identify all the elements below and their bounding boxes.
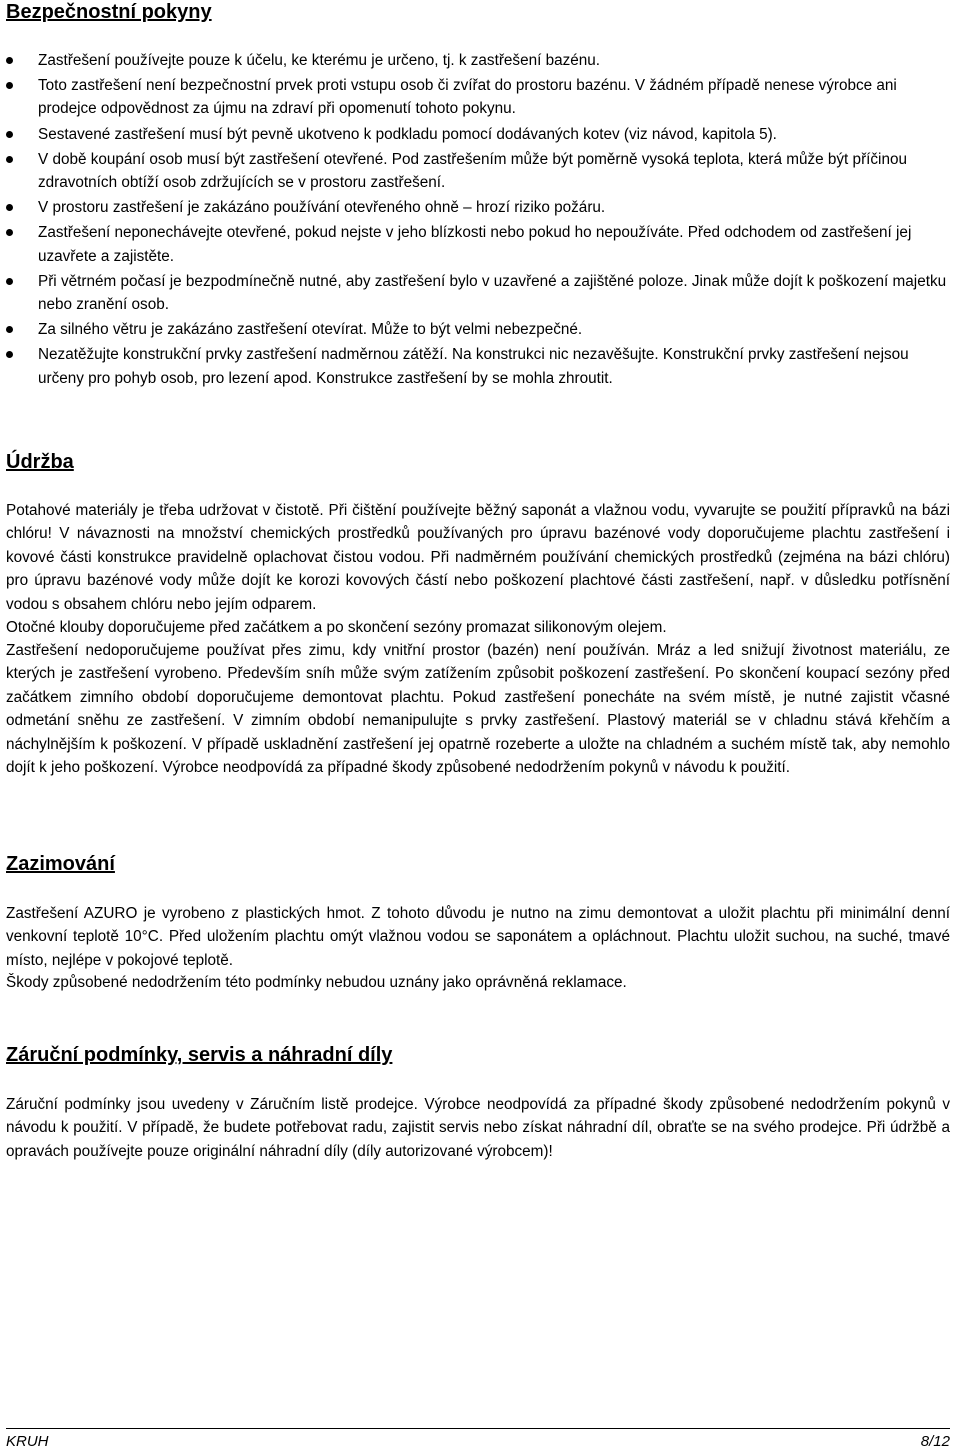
list-item [0,123,950,146]
safety-list [0,49,950,392]
winter-paragraph-claim: Škody způsobené nedodržením této podmínky nebudou uznány jako oprávněná reklamace. [6,974,627,991]
list-item-text: Sestavené zastřešení musí být pevně ukotveno k podkladu pomocí dodávaných kotev (viz návod, kapitola 5). [38,125,777,143]
list-item-text: Za silného větru je zakázáno zastřešení otevírat. Může to být velmi nebezpečné. [38,321,583,339]
list-item [0,49,950,72]
bullet-icon [6,156,13,163]
bullet-icon [6,82,13,89]
list-item [0,148,950,194]
list-item [0,318,950,341]
footer-page-number: 8/12 [920,1433,950,1450]
footer-divider [6,1428,950,1429]
safety-heading: Bezpečnostní pokyny [6,1,212,23]
warranty-heading: Záruční podmínky, servis a náhradní díly [6,1044,393,1066]
maintenance-heading: Údržba [6,451,74,473]
maintenance-paragraph: Potahové materiály je třeba udržovat v čistotě. Při čištění používejte běžný saponát a vlažnou vodu, vyvarujte se použití přípravků na bázi chlóru! V návaznosti na množství chemických prostředků používaných pro úpravu bazénové vody doporučujeme plachtu zastřešení i kovové části konstrukce pravidelně oplachovat čistou vodou. Při nadměrném používání chemických prostředků (zejména na bázi chlóru) pro úpravu bazénové vody může dojít ke korozi kovových částí nebo poškození plachtové části zastřešení, např. v důsledku potřísnění vodou s obsahem chlóru nebo jejím odparem. [6,502,950,613]
warranty-paragraph: Záruční podmínky jsou uvedeny v Záručním listě prodejce. Výrobce neodpovídá za případné škody způsobené nedodržením pokynů v návodu k použití. V případě, že budete potřebovat radu, zajistit servis nebo získat náhradní díl, obraťte se na svého prodejce. Při údržbě a opravách používejte pouze originální náhradní díly (díly autorizované výrobcem)! [6,1096,950,1160]
list-item [0,196,950,219]
list-item [0,74,950,120]
list-item [0,343,950,389]
bullet-icon [6,57,13,64]
maintenance-paragraph-winter: Zastřešení nedoporučujeme používat přes zimu, kdy vnitřní prostor (bazén) není používán. Mráz a led snižují životnost materiálu, ze kterých je zastřešení vyrobeno. Především sníh může svým zatížením způsobit poškození zastřešení. Po skončení koupací sezóny před začátkem zimního období doporučujeme demontovat plachtu. Pokud zastřešení ponecháte na svém místě, je nutné zajistit včasné odmetání sněhu ze zastřešení. V zimním období nemanipulujte s prvky zastřešení. Plastový materiál se v chladnu stává křehčím a náchylnějším k poškození. V případě uskladnění zastřešení jej opatrně rozeberte a uložte na chladném a suchém místě tak, aby nemohlo dojít k jeho poškození. Výrobce neodpovídá za případné škody způsobené nedodržením pokynů v návodu k použití. [6,642,950,777]
bullet-icon [6,351,13,358]
list-item [0,270,950,316]
list-item-text: Toto zastřešení není bezpečnostní prvek proti vstupu osob či zvířat do prostoru bazénu. V žádném případě nenese výrobce ani prodejce odpovědnost za újmu na zdraví při opomenutí tohoto pokynu. [38,77,897,118]
bullet-icon [6,229,13,236]
list-item-text: Nezatěžujte konstrukční prvky zastřešení nadměrnou zátěží. Na konstrukci nic nezavěšujte. Konstrukční prvky zastřešení nejsou určeny pro pohyb osob, pro lezení apod. Konstrukce zastřešení by se mohla zhroutit. [38,346,909,387]
list-item [0,221,950,267]
list-item-text: V prostoru zastřešení je zakázáno používání otevřeného ohně – hrozí riziko požáru. [38,199,606,217]
footer-document-name: KRUH [6,1433,49,1450]
list-item-text: V době koupání osob musí být zastřešení otevřené. Pod zastřešením může být poměrně vysoká teplota, která může být příčinou zdravotních obtíží osob zdržujících se v prostoru zastřešení. [38,150,907,192]
bullet-icon [6,131,13,138]
maintenance-paragraph-lubrication: Otočné klouby doporučujeme před začátkem a po skončení sezóny promazat silikonovým olejem. [6,619,667,636]
winter-heading: Zazimování [6,853,115,875]
list-item-text: Zastřešení neponechávejte otevřené, pokud nejste v jeho blízkosti nebo pokud ho nepoužíváte. Před odchodem od zastřešení jej uzavřete a zajistěte. [38,224,912,265]
list-item-text: Při větrném počasí je bezpodmínečně nutné, aby zastřešení bylo v uzavřené a zajištěné poloze. Jinak může dojít k poškození majetku nebo zranění osob. [38,272,947,314]
list-item-text: Zastřešení používejte pouze k účelu, ke kterému je určeno, tj. k zastřešení bazénu. [38,52,601,69]
bullet-icon [6,326,13,333]
bullet-icon [6,278,13,285]
bullet-icon [6,204,13,211]
winter-paragraph: Zastřešení AZURO je vyrobeno z plastických hmot. Z tohoto důvodu je nutno na zimu demontovat a uložit plachtu při minimální denní venkovní teplotě 10°C. Před uložením plachtu omýt vlažnou vodou se saponátem a opláchnout. Plachtu uložit suchou, na suché, tmavé místo, nejlépe v pokojové teplotě. [6,905,950,969]
